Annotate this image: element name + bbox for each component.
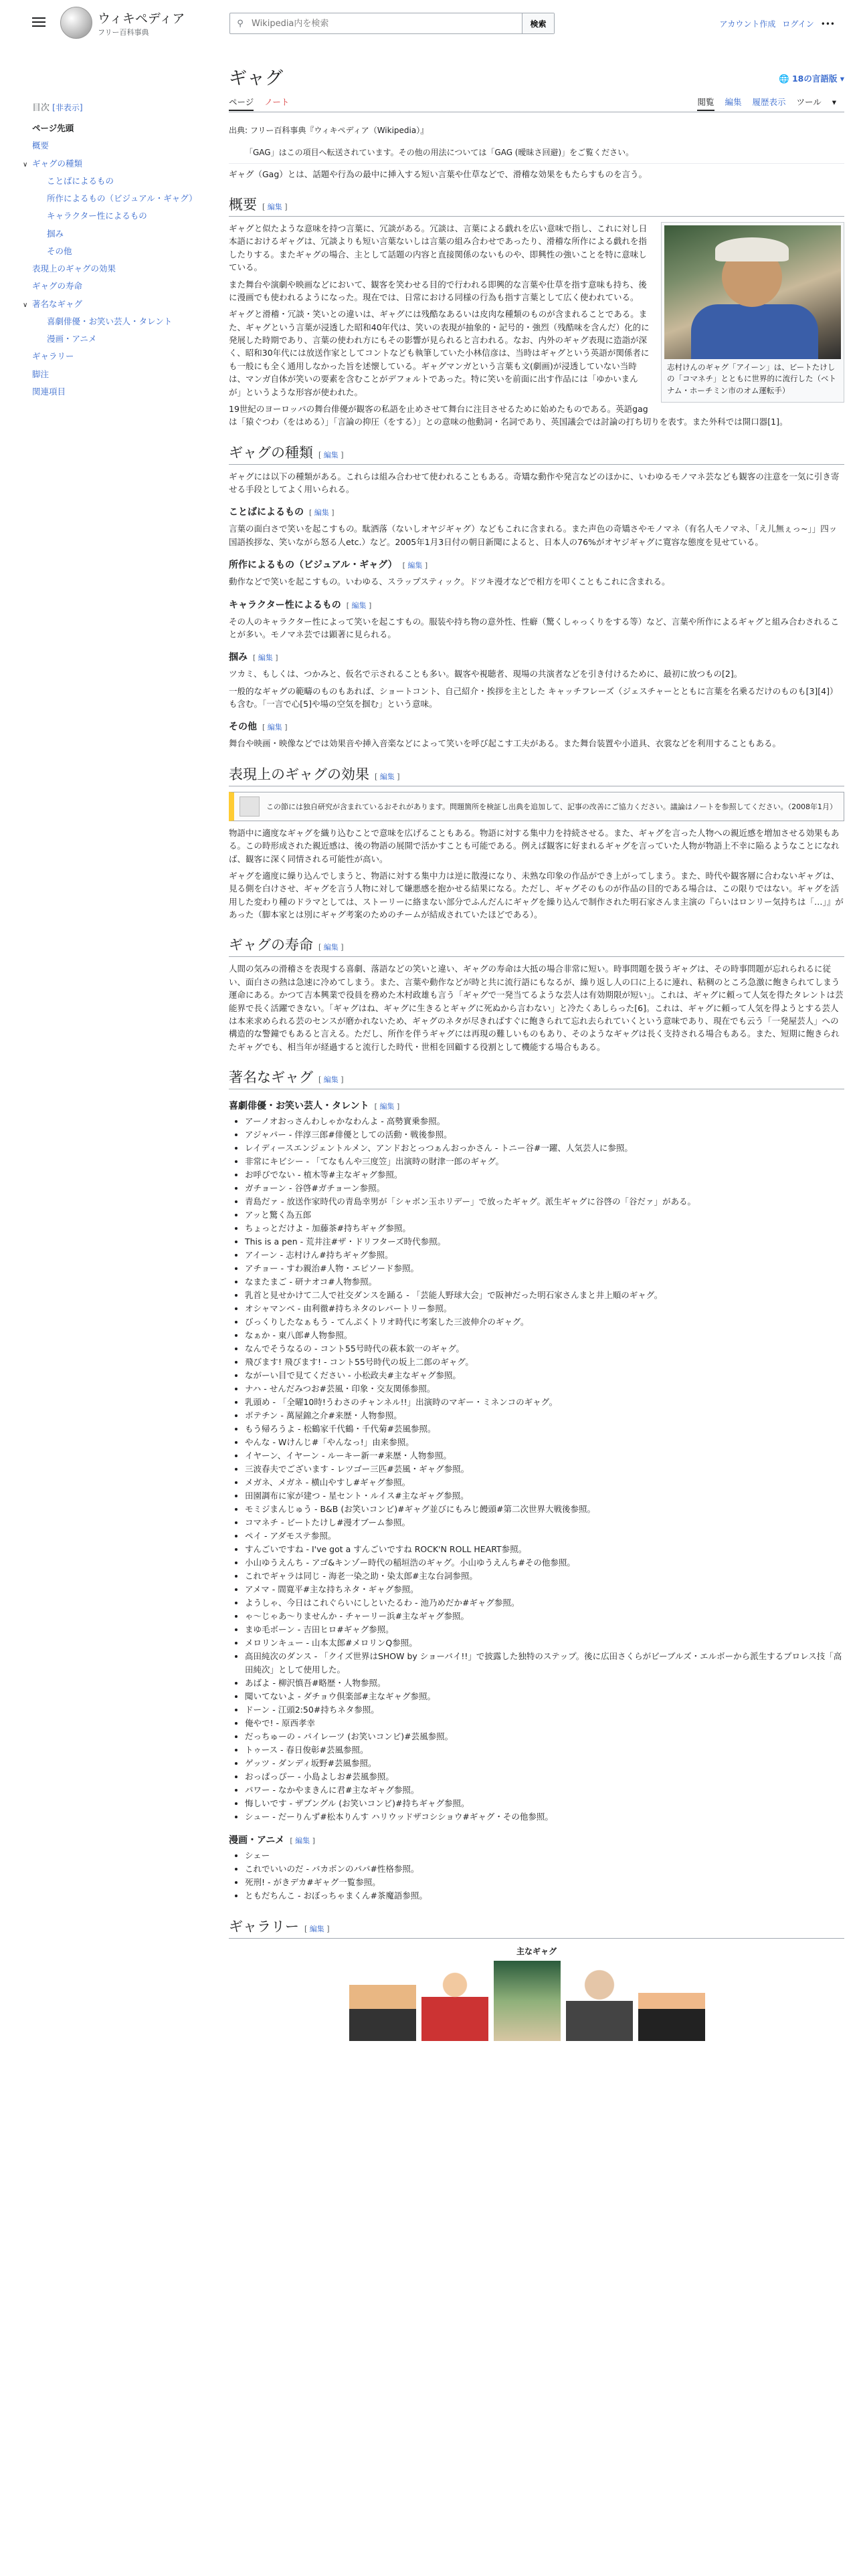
list-item: • 三波春夫でございます - レツゴー三匹#芸風・ギャグ参照。: [245, 1463, 844, 1476]
notice-icon: [240, 796, 260, 817]
edit-link[interactable]: [ 編集 ]: [318, 1075, 344, 1085]
gallery-image[interactable]: [494, 1961, 561, 2041]
toc-item[interactable]: [32, 207, 199, 225]
create-account-link[interactable]: アカウント作成: [719, 19, 776, 29]
edit-link[interactable]: [ 編集 ]: [375, 772, 400, 781]
search-button[interactable]: 検索: [522, 13, 554, 33]
toc-item-label: 掴み: [47, 228, 64, 239]
list-item: • イヤーン、イヤーン - ルーキー新一#来歴・人物参照。: [245, 1449, 844, 1463]
toc-item-label: 関連項目: [32, 386, 66, 397]
toc-item[interactable]: [32, 243, 199, 260]
subheading-visual: 所作によるもの（ビジュアル・ギャグ）: [229, 560, 397, 571]
life-paragraph: 人間の気みの滑稽さを表現する喜劇、落語などの笑いと違い、ギャグの寿命は大抵の場合非常に短い。時事問題を扱うギャグは、その時事問題が忘れられるに従い、面白さの熱は急速に冷めてしまう。また、言葉や動作などが時と共に流行語にもなるが、繰り返し人の口に上るに連れ、粘稠のところ急激に飽きられてしまう運命にある。かつて吉本興業で役員を務めた木村政雄も言う「ギャグで一発当てるような芸人は有効期限が短い」。これは、ギャグに頼って人気を得たタレントは芸能界で長く活躍できない。「ギャグはね、ギャグに生きるとギャグに死ぬから言わない」と冷たくあしらった[6]。これは、ギャグに頼って人気を得ようとする芸人は本来求められる芸のセンスが磨かれないため、ギャグのネタが尽きればすぐに飽きられて忘れ去られていくという意味であり、現在でも云う「一発屋芸人」への構造的な警鐘でもあると言える。ただし、所作を伴うギャグには再現の難しいものもあり、そのようなギャグは長く支持される場合もある。また、短期に飽きられたギャグでも、相当年が経過すると流行した時代・世相を回顧する役割として機能する場合もある。: [229, 964, 844, 1052]
types-visual: 動作などで笑いを起こすもの。いわゆる、スラップスティック。ドツキ漫才などで相方を叩くこともこれに含まれる。: [229, 576, 670, 587]
list-item: • ペイ - アダモステ参照。: [245, 1529, 844, 1543]
list-item: • ドーン - 江頭2:50#持ちネタ参照。: [245, 1703, 844, 1717]
list-item: • コマネチ - ビートたけし#漫才ブーム参照。: [245, 1516, 844, 1529]
list-item: • 乳首と見せかけて二人で社交ダンスを踊る - 「芸能人野球大会」で阪神だった明石家さんまと井上順のギャグ。: [245, 1289, 844, 1302]
toc-item-label: 所作によるもの（ビジュアル・ギャグ）: [47, 193, 197, 203]
toc-item[interactable]: [32, 348, 199, 365]
list-item: • びっくりしたなぁもう - てんぷくトリオ時代に考案した三波伸介のギャグ。: [245, 1315, 844, 1329]
table-of-contents: [23, 100, 199, 401]
heading-text: ギャラリー: [229, 1919, 299, 1935]
list-item: • なんでそうなるの - コント55号時代の萩本欽一のギャグ。: [245, 1342, 844, 1356]
gallery-image[interactable]: [638, 1961, 705, 2041]
toc-item[interactable]: [23, 296, 199, 313]
list-item: • これでギャラは同じ - 海老一染之助・染太郎#主な台詞参照。: [245, 1570, 844, 1583]
edit-link[interactable]: [ 編集 ]: [318, 450, 344, 459]
toc-item-label: 喜劇俳優・お笑い芸人・タレント: [47, 316, 173, 326]
more-options-icon[interactable]: •••: [820, 19, 835, 29]
list-item: • アチョー - すわ親治#人物・エピソード参照。: [245, 1262, 844, 1275]
toc-item-label: ページ先頭: [32, 123, 74, 133]
toc-item[interactable]: [32, 173, 199, 190]
search-input[interactable]: [250, 13, 522, 33]
toc-item[interactable]: [23, 155, 199, 173]
edit-link[interactable]: [ 編集 ]: [290, 1836, 315, 1846]
list-item: • なぁか - 東八郎#人物参照。: [245, 1329, 844, 1342]
manga-list: [245, 1849, 844, 1903]
chevron-down-icon[interactable]: ∨: [23, 301, 28, 309]
section-heading-gallery: [229, 1916, 844, 1939]
tab-tools[interactable]: ツール ▾: [796, 97, 836, 108]
toc-item-label: 漫画・アニメ: [47, 334, 97, 344]
subheading-manga: 漫画・アニメ: [229, 1835, 285, 1846]
toc-item-label: ことばによるもの: [47, 175, 114, 186]
subheading-grab: 掴み: [229, 652, 248, 663]
subheading-comedians: 喜劇俳優・お笑い芸人・タレント: [229, 1101, 369, 1112]
list-item: • アーノオおっさんわしゃかなわんよ - 高勢實乗参照。: [245, 1115, 844, 1128]
list-item: • 聞いてないよ - ダチョウ倶楽部#主なギャグ参照。: [245, 1690, 844, 1703]
list-item: • お呼びでない - 植木等#主なギャグ参照。: [245, 1168, 844, 1182]
site-subtitle: フリー百科事典: [98, 27, 149, 37]
types-grab: ツカミ、もしくは、つかみと、仮名で示されることも多い。観客や視聴者、現場の共演者などを引き付けるために、最初に放つもの[2]。: [229, 669, 743, 679]
list-item: • メロリンキュー - 山本太郎#メロリンQ参照。: [245, 1636, 844, 1650]
list-item: • あばよ - 柳沢慎吾#略歴・人物参照。: [245, 1677, 844, 1690]
login-link[interactable]: ログイン: [782, 19, 814, 29]
search-icon: ⚲: [237, 18, 244, 29]
list-item: • ナハ - せんだみつお#芸風・印象・交友関係参照。: [245, 1382, 844, 1396]
toc-item[interactable]: [32, 260, 199, 278]
toc-item-label: 表現上のギャグの効果: [32, 263, 116, 274]
toc-item-label: ギャグの寿命: [32, 281, 83, 292]
toc-item-label: 著名なギャグ: [32, 298, 83, 309]
toc-item-label: キャラクター性によるもの: [47, 211, 147, 221]
toc-item-label: 概要: [32, 140, 50, 151]
page-tabs: [229, 96, 844, 112]
toc-item[interactable]: [32, 225, 199, 243]
list-item: • 田園調布に家が建つ - 星セント・ルイス#主なギャグ参照。: [245, 1489, 844, 1503]
section-heading-life: [229, 934, 844, 957]
list-item: • トゥース - 春日俊彰#芸風参照。: [245, 1743, 844, 1757]
edit-link[interactable]: [ 編集 ]: [304, 1925, 330, 1934]
list-item: • おっぱっぴー - 小島よしお#芸風参照。: [245, 1770, 844, 1784]
overview-paragraph: 19世紀のヨーロッパの舞台俳優が観客の私語を止めさせて舞台に注目させるために始めたものである。英語gagは「猿ぐつわ（をはめる）」「言論の抑圧（をする）」との意味の他動詞・名詞であり、英国議会では討論の打ち切りを表す。また外科では開口器[1]。: [229, 403, 788, 427]
overview-paragraph: また舞台や演劇や映画などにおいて、観客を笑わせる目的で行われる即興的な言葉や仕草を指す意味も持ち、後に漫画でも使われるようになった。現在では、日常における同様の行為も指す言葉として広く使われている。: [229, 279, 647, 302]
notice-text: この節には独自研究が含まれているおそれがあります。問題箇所を検証し出典を追加して、記事の改善にご協力ください。議論はノートを参照してください。（2008年1月）: [266, 802, 838, 811]
list-item: • 青島だァ - 放送作家時代の青島幸男が「シャボン玉ホリデー」で放ったギャグ。派生ギャグに谷啓の「谷だァ」がある。: [245, 1195, 844, 1208]
toc-hide-link[interactable]: [非表示]: [52, 103, 83, 112]
heading-text: ギャグの種類: [229, 444, 313, 461]
list-item: • ガチョーン - 谷啓#ガチョーン参照。: [245, 1182, 844, 1195]
infobox-photo[interactable]: [664, 225, 841, 359]
heading-text: ギャグの寿命: [229, 937, 313, 954]
overview-paragraph: ギャグと滑稽・冗談・笑いとの違いは、ギャグには残酷なあるいは皮肉な種類のものが含まれることである。また、ギャグという言葉が浸透した昭和40年代は、笑いの表現が抽象的・記号的・強烈（残酷味を含んだ）化的に発展した時期であり、言葉の使われ方にもその影響が見られると言われる。なお、内外のギャグ表現に造詣が深く、昭和30年代には放送作家としてコントなども執筆していた小林信彦は、当時はギャグという英語が関係者にも一般にも全く通用しなかった旨を述懐している。ギャグマンガという言葉も文(劇画)が浸透していない当時は、マンガ自体が笑いの要素を含むことがデフォルトであった。特に笑いを前面に出す作品には「ゆかいまんが」というような形容が使われた。: [229, 309, 650, 397]
list-item: • パワー - なかやまきんに君#主なギャグ参照。: [245, 1784, 844, 1797]
tab-history[interactable]: 履歴表示: [752, 97, 786, 108]
section-heading-effect: [229, 764, 844, 786]
language-count: 18の言語版: [791, 74, 838, 84]
list-item: • シュー - だーりんず#松本りんす ハリウッドザコシショウ#ギャグ・その他参照。: [245, 1810, 844, 1824]
gallery-image[interactable]: [421, 1961, 488, 2041]
types-other: 舞台や映画・映像などでは効果音や挿入音楽などによって笑いを呼び起こす工夫がある。また舞台装置や小道具、衣裳などを利用することもある。: [229, 738, 781, 749]
section-heading-overview: [229, 194, 844, 217]
list-item: • This is a pen - 荒井注#ザ・ドリフターズ時代参照。: [245, 1235, 844, 1249]
list-item: • すんごいですね - I've got a すんごいですね ROCK'N ROLL HEART参照。: [245, 1543, 844, 1556]
list-item: • これでいいのだ - バカボンのパパ#性格参照。: [245, 1862, 844, 1876]
site-logo[interactable]: [60, 7, 185, 39]
tab-edit[interactable]: 編集: [725, 97, 742, 108]
list-item: • 俺やで! - 原西孝幸: [245, 1717, 844, 1730]
lead-paragraph: ギャグ（Gag）とは、話題や行為の最中に挿入する短い言葉や仕草などで、滑稽な効果をもたらすものを言う。: [229, 169, 648, 179]
infobox-image: [661, 222, 844, 403]
main-content: [229, 67, 844, 2041]
list-item: • シェー: [245, 1849, 844, 1862]
edit-link[interactable]: [ 編集 ]: [318, 943, 344, 952]
list-item: • アイーン - 志村けん#持ちギャグ参照。: [245, 1249, 844, 1262]
infobox-caption: 志村けんのギャグ「アイーン」は、ビートたけしの「コマネチ」とともに世界的に流行した（ベトナム・ホーチミン市のオム運転手）: [667, 362, 836, 395]
list-item: • 非常にキビシー - 「てなもんや三度笠」出演時の財津一郎のギャグ。: [245, 1155, 844, 1168]
toc-item[interactable]: [32, 383, 199, 401]
toc-item[interactable]: [32, 278, 199, 295]
list-item: • 高田純次のダンス - 「クイズ世界はSHOW by ショーバイ!!」で披露した独特のステップ。後に広田さくらがビーブルズ・エルボーから派生するプロレス技「高田純次」として使用した。: [245, 1650, 844, 1677]
chevron-down-icon[interactable]: ∨: [23, 160, 28, 169]
list-item: • アメマ - 間寛平#主な持ちネタ・ギャグ参照。: [245, 1583, 844, 1596]
site-title: ウィキペディア: [98, 11, 185, 26]
types-grab-2: 一般的なギャグの範疇のものもあれば、ショートコント、自己紹介・挨拶を主とした キャッチフレーズ（ジェスチャーとともに言葉を名乗るだけのものも[3][4]）も含む。「一言で心[5]や場の空気を掴む」という意味。: [229, 685, 838, 710]
toc-item-label: ギャラリー: [32, 351, 74, 362]
gallery-image[interactable]: [566, 1961, 633, 2041]
types-character: その人のキャラクター性によって笑いを起こすもの。服装や持ち物の意外性、性癖（驚くしゃっくりをする等）など、言葉や所作によるギャグと組み合わされることが多い。モノマネ芸では顕著に見られる。: [229, 616, 840, 639]
list-item: • ゃ～じゃあ～りませんか - チャーリー浜#主なギャグ参照。: [245, 1610, 844, 1623]
list-item: • アジャパー - 伴淳三郎#俳優としての活動・戦後参照。: [245, 1128, 844, 1142]
toc-title: 目次: [32, 103, 50, 113]
list-item: • 小山ゆうえんち - アゴ&キンゾー時代の稲垣浩のギャグ。小山ゆうえんち#その他参照。: [245, 1556, 844, 1570]
list-item: • オシャマンベ - 由利徹#持ちネタのレパートリー参照。: [245, 1302, 844, 1315]
heading-text: 概要: [229, 197, 257, 213]
list-item: • 乳頭め - 「全曜10時!うわさのチャンネル!!」出演時のマギー・ミネンコのギャグ。: [245, 1396, 844, 1409]
section-heading-famous: [229, 1067, 844, 1089]
types-words: 言葉の面白さで笑いを起こすもの。駄洒落（ないしオヤジギャグ）などもこれに含まれる。また声色の奇矯さやモノマネ（有名人モノマネ、「え儿無ぇっ~」」四ッ国語挨拶な、笑いながら怒る人etc.）など。2005年1月3日付の朝日新聞によると、日本人の76%がオヤジギャグに寛容な態度を見せている。: [229, 524, 838, 547]
list-item: • ボテチン - 萬屋錦之介#来歴・人物参照。: [245, 1409, 844, 1422]
toc-item[interactable]: [32, 313, 199, 330]
original-research-notice: [229, 792, 844, 821]
list-item: • アッと驚く為五郎: [245, 1208, 844, 1222]
comedians-list: [245, 1115, 844, 1824]
wikipedia-globe-icon: [60, 7, 92, 39]
tab-page[interactable]: ページ: [229, 97, 254, 111]
toc-item-label: ギャグの種類: [32, 158, 83, 169]
list-item: • ともだちんこ - おぼっちゃまくん#茶魔語参照。: [245, 1889, 844, 1903]
list-item: • ゲッツ - ダンディ坂野#芸風参照。: [245, 1757, 844, 1770]
tab-read[interactable]: 閲覧: [697, 97, 714, 111]
types-intro: ギャグには以下の種類がある。これらは組み合わせて使われることもある。奇矯な動作や発言などのほかに、いわゆるモノマネ芸なども観客の注意を一気に引き寄せる手段としてよく用いられる。: [229, 471, 840, 495]
heading-text: 表現上のギャグの効果: [229, 766, 369, 782]
toc-item[interactable]: [32, 330, 199, 348]
edit-link[interactable]: [ 編集 ]: [374, 1102, 400, 1111]
personal-tools: [719, 18, 835, 29]
edit-link[interactable]: [ 編集 ]: [346, 601, 372, 610]
search-form: [229, 13, 555, 34]
list-item: • もう帰ろうよ - 松鶴家千代鶴・千代菊#芸風参照。: [245, 1422, 844, 1436]
gallery-image[interactable]: [349, 1961, 416, 2041]
toc-item[interactable]: [32, 190, 199, 207]
list-item: • なまたまご - 研ナオコ#人物参照。: [245, 1275, 844, 1289]
list-item: • モミジまんじゅう - B&B (お笑いコンビ)#ギャグ並びにもみじ饅頭#第二次世界大戦後参照。: [245, 1503, 844, 1516]
hatnote: 「GAG」はこの項目へ転送されています。その他の用法については「GAG (曖昧さ回避)」をご覧ください。: [229, 141, 844, 164]
language-button[interactable]: 🌐 18の言語版 ▾: [779, 74, 844, 84]
toc-item-label: 脚注: [32, 368, 50, 379]
list-item: • まゆ毛ボーン - 吉田ヒロ#ギャグ参照。: [245, 1623, 844, 1636]
section-heading-types: [229, 442, 844, 465]
heading-text: 著名なギャグ: [229, 1069, 313, 1086]
edit-link[interactable]: [ 編集 ]: [309, 508, 335, 518]
toc-item[interactable]: [32, 366, 199, 383]
gallery: [349, 1961, 844, 2041]
toc-item[interactable]: [32, 120, 199, 137]
subheading-words: ことばによるもの: [229, 507, 304, 518]
list-item: • だっちゅーの - パイレーツ (お笑いコンビ)#芸風参照。: [245, 1730, 844, 1743]
main-menu-button[interactable]: [32, 15, 45, 27]
tab-note[interactable]: ノート: [264, 97, 290, 108]
site-header: [0, 0, 859, 48]
tools-label: ツール: [796, 97, 822, 108]
overview-paragraph: ギャグと似たような意味を持つ言葉に、冗談がある。冗談は、言葉による戯れを広い意味で指し、これに対し日本語におけるギャグは、冗談よりも短い言葉ないしは言葉の組み合わせであったり、滑稽な所作による戯れを指したりする。またギャグの場合、主として話題の内容と直接関係のないものや、即興性の強いことを特に意味している。: [229, 223, 648, 273]
edit-link[interactable]: [ 編集 ]: [402, 561, 428, 570]
source-note: 出典: フリー百科事典『ウィキペディア（Wikipedia）』: [229, 126, 429, 136]
subheading-character: キャラクター性によるもの: [229, 599, 341, 611]
effect-paragraph: 物語中に適度なギャグを織り込むことで意味を広げることもある。物語に対する集中力を持続させる。また、ギャグを言った人物への親近感を増加させる効果もある。この時形成された親近感は、後の物語の展開で活かすことも可能である。例えば観客に好まれるギャグを言っていた人物が物語上不幸に陥るようなことになれば、観客に深く同情される可能性が高い。: [229, 827, 840, 864]
page-title: ギャグ: [229, 68, 283, 89]
list-item: • 悔しいです - ザブングル (お笑いコンビ)#持ちギャグ参照。: [245, 1797, 844, 1810]
list-item: • ちょっとだけよ - 加藤茶#持ちギャグ参照。: [245, 1222, 844, 1235]
toc-item-label: その他: [47, 245, 72, 256]
edit-link[interactable]: [ 編集 ]: [262, 203, 288, 212]
subheading-other: その他: [229, 722, 257, 733]
effect-paragraph: ギャグを適度に繰り込んでしまうと、物語に対する集中力は逆に散漫になり、未熟な印象の作品ができ上がってしまう。また、時代や観客層に合わないギャグは、見る側を白けさせ、ギャグを言う人物に対して嫌悪感を抱かせる結果になる。ただし、ギャグそのものが作品の目的である場合は、この限りではない。ギャグを活用した変わり種のドラマとしては、ストーリーに絡まない部分でふんだんにギャグを繰り込んで制作された明石家さんま主演の『らいはロンリー気持ちは「…」』があった（脚本家とは別にギャグ考案のためのチームが結成されていたほどである）。: [229, 870, 844, 920]
toc-item[interactable]: [32, 137, 199, 154]
list-item: • やんな - Wけんじ#「やんなっ!」由来参照。: [245, 1436, 844, 1449]
list-item: • 飛びます! 飛びます! - コント55号時代の坂上二郎のギャグ。: [245, 1356, 844, 1369]
edit-link[interactable]: [ 編集 ]: [262, 723, 288, 732]
list-item: • レイディースエンジェントルメン、アンドおとっつぁんおっかさん - トニー谷#一躍、人気芸人に参照。: [245, 1142, 844, 1155]
list-item: • メガネ、メガネ - 横山やすし#ギャグ参照。: [245, 1476, 844, 1489]
list-item: • 死刑! - がきデカ#ギャグ一覧参照。: [245, 1876, 844, 1889]
gallery-title: 主なギャグ: [516, 1947, 557, 1957]
edit-link[interactable]: [ 編集 ]: [253, 653, 278, 663]
list-item: • ようしゃ、今日はこれぐらいにしといたるわ - 池乃めだか#ギャグ参照。: [245, 1596, 844, 1610]
list-item: • ながーい目で見てください - 小松政夫#主なギャグ参照。: [245, 1369, 844, 1382]
